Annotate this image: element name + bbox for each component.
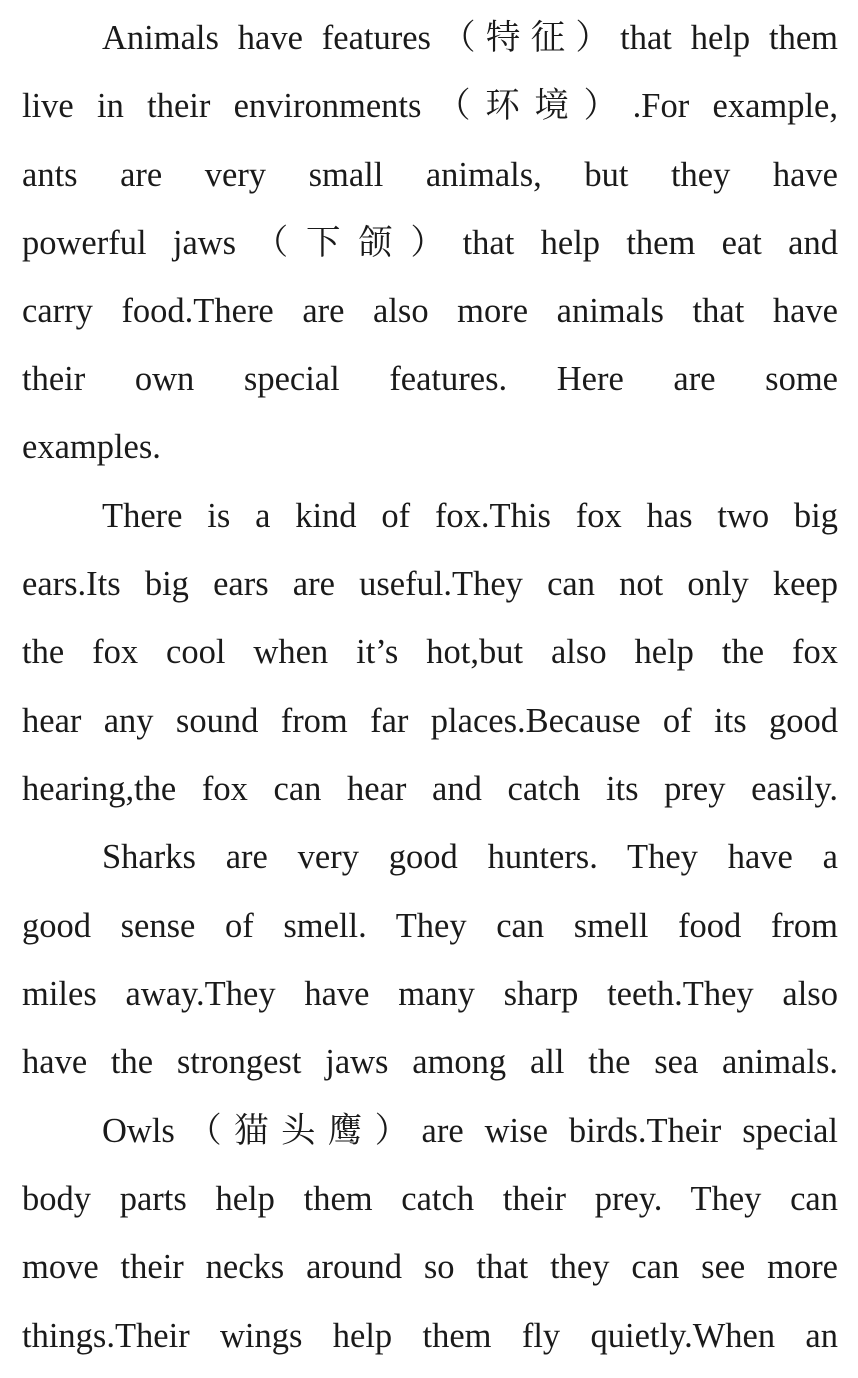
paragraph-1-line-4: powerful jaws（下颌）that help them eat and: [22, 224, 838, 262]
paragraph-2-line-4: hear any sound from far places.Because of its good: [22, 702, 838, 740]
paragraph-3-line-2: good sense of smell. They can smell food from: [22, 907, 838, 945]
paragraph-1-line-6: their own special features. Here are some: [22, 360, 838, 398]
paragraph-4-line-1: Owls（猫头鹰）are wise birds.Their special: [102, 1112, 838, 1150]
paragraph-2-line-3: the fox cool when it’s hot,but also help the fox: [22, 633, 838, 671]
paragraph-1-line-7: examples.: [22, 428, 161, 466]
paragraph-4-line-4: things.Their wings help them fly quietly.When an: [22, 1317, 838, 1355]
paragraph-4-line-3: move their necks around so that they can see more: [22, 1248, 838, 1286]
paragraph-3-line-3: miles away.They have many sharp teeth.They also: [22, 975, 838, 1013]
paragraph-2-line-5: hearing,the fox can hear and catch its prey easily.: [22, 770, 838, 808]
paragraph-1-line-3: ants are very small animals, but they have: [22, 156, 838, 194]
paragraph-3-line-1: Sharks are very good hunters. They have a: [102, 838, 838, 876]
paragraph-2-line-2: ears.Its big ears are useful.They can not only keep: [22, 565, 838, 603]
paragraph-3-line-4: have the strongest jaws among all the sea animals.: [22, 1043, 838, 1081]
paragraph-1-line-1: Animals have features（特征）that help them: [102, 19, 838, 57]
paragraph-4-line-2: body parts help them catch their prey. They can: [22, 1180, 838, 1218]
paragraph-1-line-2: live in their environments（环境）.For example,: [22, 87, 838, 125]
paragraph-1-line-5: carry food.There are also more animals that have: [22, 292, 838, 330]
paragraph-2-line-1: There is a kind of fox.This fox has two big: [102, 497, 838, 535]
